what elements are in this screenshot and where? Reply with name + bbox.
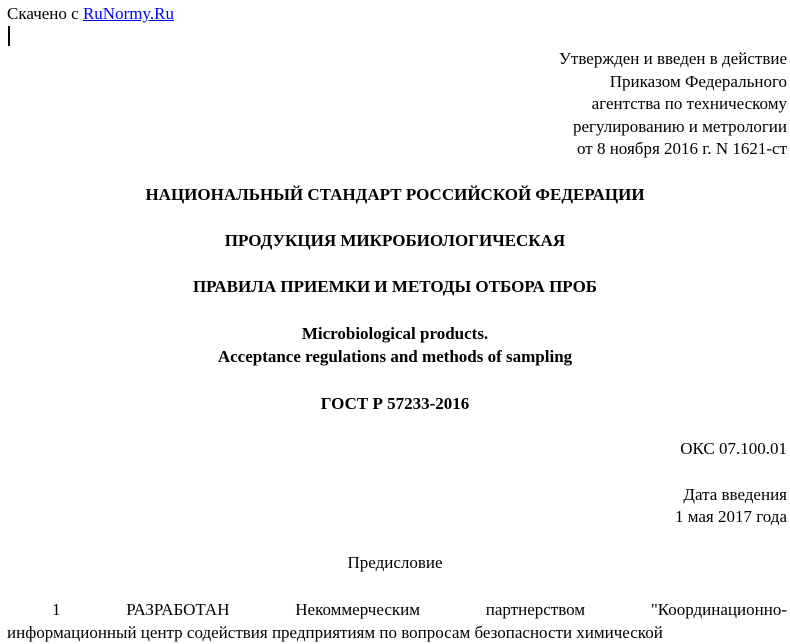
intro-date-label: Дата введения xyxy=(683,485,787,504)
paragraph-word: 1 xyxy=(52,600,61,619)
paragraph-word: партнерством xyxy=(485,600,586,619)
english-title xyxy=(0,322,790,368)
approval-line: от 8 ноября 2016 г. N 1621-ст xyxy=(577,139,787,158)
english-title-line1: Microbiological products. xyxy=(301,324,489,343)
paragraph-1-line2: информационный центр содействия предприятиям по вопросам безопасности химической xyxy=(7,623,663,642)
national-standard-heading: НАЦИОНАЛЬНЫЙ СТАНДАРТ РОССИЙСКОЙ ФЕДЕРАЦИИ xyxy=(145,185,645,204)
paragraph-word: Некоммерческим xyxy=(295,600,420,619)
source-line xyxy=(7,4,174,24)
intro-date-block xyxy=(675,484,787,528)
preface-title: Предисловие xyxy=(347,553,443,572)
rules-heading: ПРАВИЛА ПРИЕМКИ И МЕТОДЫ ОТБОРА ПРОБ xyxy=(192,277,598,296)
source-prefix: Скачено с xyxy=(7,4,83,23)
oks-code: ОКС 07.100.01 xyxy=(680,439,787,458)
english-title-line2: Acceptance regulations and methods of sampling xyxy=(217,347,573,366)
intro-date-value: 1 мая 2017 года xyxy=(674,507,787,526)
source-link[interactable]: RuNormy.Ru xyxy=(82,4,174,23)
product-heading: ПРОДУКЦИЯ МИКРОБИОЛОГИЧЕСКАЯ xyxy=(224,231,566,250)
paragraph-1-line1 xyxy=(7,598,787,621)
approval-line: Приказом Федерального xyxy=(609,71,787,91)
gost-number: ГОСТ Р 57233-2016 xyxy=(320,394,470,413)
approval-line: агентства по техническому xyxy=(591,94,787,113)
approval-line: Утвержден и введен в действие xyxy=(558,49,787,68)
paragraph-word: "Координационно- xyxy=(650,600,787,619)
paragraph-1 xyxy=(7,598,787,644)
approval-line: регулированию и метрологии xyxy=(572,116,787,136)
paragraph-word: РАЗРАБОТАН xyxy=(126,600,230,619)
text-cursor xyxy=(8,26,10,46)
approval-block xyxy=(559,48,787,161)
